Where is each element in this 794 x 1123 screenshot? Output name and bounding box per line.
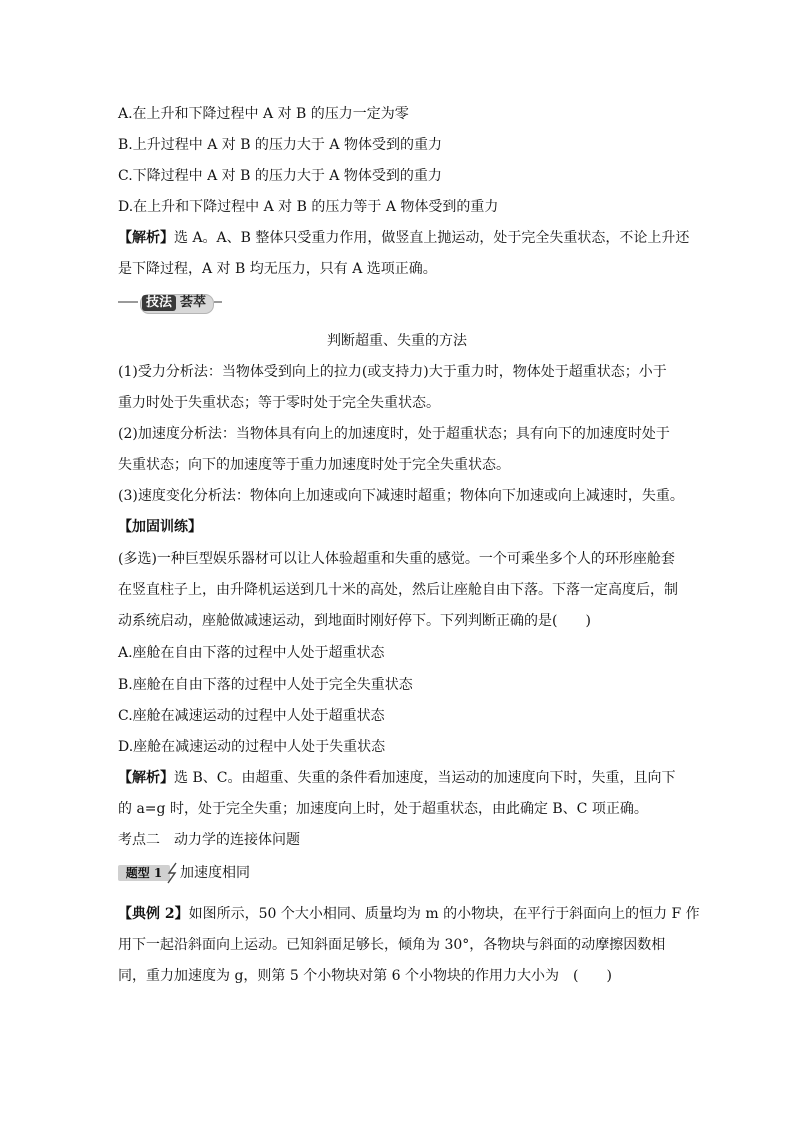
training-line-2: 在竖直柱子上，由升降机运送到几十米的高处，然后让座舱自由下落。下落一定高度后，制 [118, 582, 678, 598]
badge-right-wing [214, 301, 222, 303]
q1-option-b: B.上升过程中 A 对 B 的压力大于 A 物体受到的重力 [118, 137, 442, 153]
q1-option-d: D.在上升和下降过程中 A 对 B 的压力等于 A 物体受到的重力 [118, 199, 499, 215]
badge-light-text: 荟萃 [180, 295, 207, 310]
method-line-4: 失重状态；向下的加速度等于重力加速度时处于完全失重状态。 [118, 457, 510, 473]
training-option-c: C.座舱在减速运动的过程中人处于超重状态 [118, 708, 385, 724]
method-line-1: (1)受力分析法：当物体受到向上的拉力(或支持力)大于重力时，物体处于超重状态；小于 [118, 364, 667, 380]
example-line1 [118, 905, 700, 923]
analysis2-text1: 选 B、C。由超重、失重的条件看加速度，当运动的加速度向下时，失重，且向下 [174, 770, 676, 786]
question-type-label: 题型 1 [118, 865, 170, 881]
badge-left-wing [118, 301, 138, 303]
lightning-icon [166, 862, 180, 884]
example-line2: 用下一起沿斜面向上运动。已知斜面足够长，倾角为 30°，各物块与斜面的动摩擦因数相 [118, 937, 666, 953]
badge-dark-text: 技法 [142, 295, 176, 311]
training-option-a: A.座舱在自由下落的过程中人处于超重状态 [118, 645, 385, 661]
question-type-subtitle: 加速度相同 [180, 865, 250, 881]
method-line-3: (2)加速度分析法：当物体具有向上的加速度时，处于超重状态；具有向下的加速度时处于 [118, 426, 670, 442]
example-text1: 如图所示，50 个大小相同、质量均为 m 的小物块，在平行于斜面向上的恒力 F 作 [188, 906, 700, 922]
example-tag: 【典例 2】 [118, 906, 189, 922]
analysis1-tag: 【解析】 [118, 230, 174, 246]
analysis2-line1 [118, 769, 675, 787]
method-line-2: 重力时处于失重状态；等于零时处于完全失重状态。 [118, 395, 440, 411]
section-heading: 考点二 动力学的连接体问题 [118, 832, 300, 848]
training-tag: 【加固训练】 [118, 519, 202, 535]
analysis1-line1 [118, 229, 689, 247]
training-line-3: 动系统启动，座舱做减速运动，到地面时刚好停下。下列判断正确的是( ) [118, 613, 591, 629]
q1-option-a: A.在上升和下降过程中 A 对 B 的压力一定为零 [118, 106, 409, 122]
analysis2-tag: 【解析】 [118, 770, 174, 786]
example-line3: 同，重力加速度为 g，则第 5 个小物块对第 6 个小物块的作用力大小为 ( ) [118, 968, 612, 984]
analysis1-text1: 选 A。A、B 整体只受重力作用，做竖直上抛运动，处于完全失重状态，不论上升还 [174, 230, 690, 246]
q1-option-c: C.下降过程中 A 对 B 的压力大于 A 物体受到的重力 [118, 168, 442, 184]
technique-badge [118, 292, 222, 314]
analysis2-line2: 的 a=g 时，处于完全失重；加速度向上时，处于超重状态，由此确定 B、C 项正确。 [118, 801, 648, 817]
training-option-d: D.座舱在减速运动的过程中人处于失重状态 [118, 739, 386, 755]
method-title: 判断超重、失重的方法 [327, 333, 467, 349]
training-line-1: (多选)一种巨型娱乐器材可以让人体验超重和失重的感觉。一个可乘坐多个人的环形座舱套 [118, 551, 675, 567]
training-option-b: B.座舱在自由下落的过程中人处于完全失重状态 [118, 677, 413, 693]
method-line-5: (3)速度变化分析法：物体向上加速或向下减速时超重；物体向下加速或向上减速时，失重。 [118, 488, 684, 504]
analysis1-line2: 是下降过程，A 对 B 均无压力，只有 A 选项正确。 [118, 261, 437, 277]
